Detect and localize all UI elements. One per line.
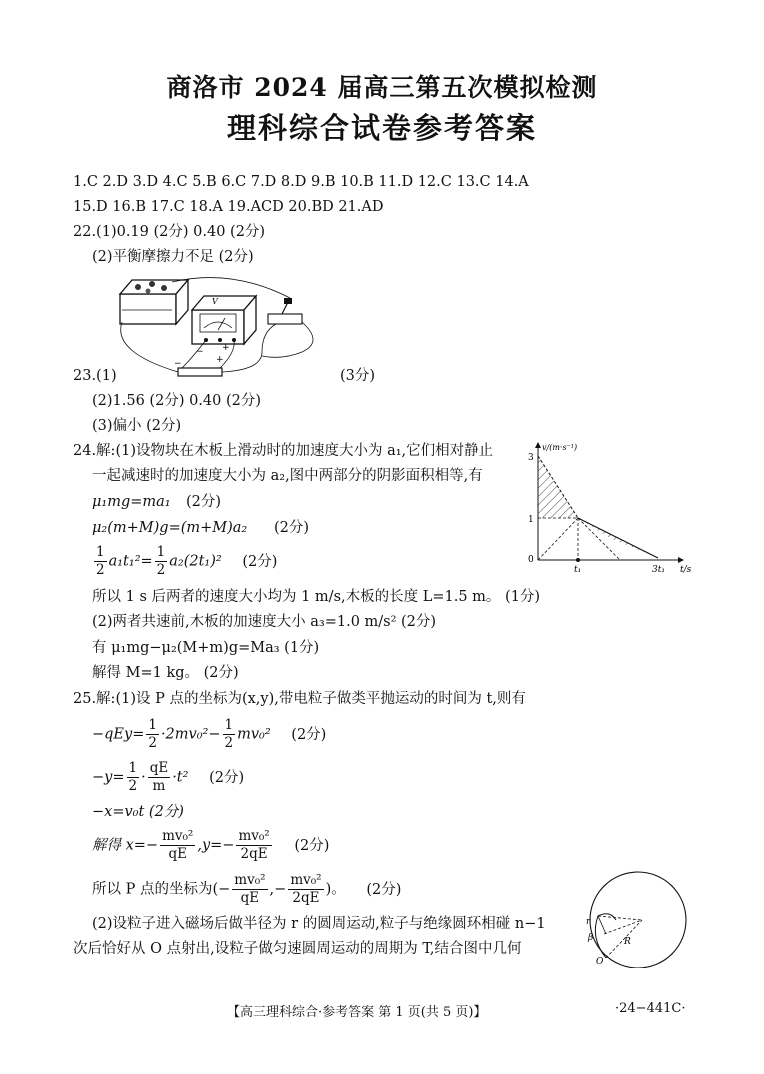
- q25-eq4: 解得 x=− $\frac{\text{mv₀²}}{qE}$ ,y=− $\frac{\text{mv₀²}}{2qE}$ (2分): [92, 828, 330, 862]
- q23-line2: (2)1.56 (2分) 0.40 (2分): [92, 393, 262, 409]
- graph-ylabel: v/(m·s⁻¹): [542, 443, 578, 452]
- q24-eq3: $\frac{1}{2}$ a₁t₁²= $\frac{1}{2}$ a₂(2t₁)² (2分): [96, 544, 278, 578]
- q24-eq1: μ₁mg=ma₁: [92, 494, 171, 510]
- circuit-figure: [112, 272, 332, 384]
- q24-intro1: 24.解:(1)设物块在木板上滑动时的加速度大小为 a₁,它们相对静止: [73, 443, 494, 459]
- circle-R-label: R: [624, 937, 631, 947]
- graph-y1: 1: [528, 515, 534, 525]
- title-line1: 商洛市 2024 届高三第五次模拟检测: [166, 73, 598, 102]
- q24-eq2-score: (2分): [274, 520, 310, 536]
- q24-result1: 所以 1 s 后两者的速度大小均为 1 m/s,木板的长度 L=1.5 m。 (1分): [92, 589, 541, 605]
- circle-O-label: O: [596, 957, 604, 967]
- q24-eq2: μ₂(m+M)g=(m+M)a₂: [92, 520, 248, 536]
- q24-eq1-score: (2分): [186, 494, 222, 510]
- svg-text:−: −: [196, 347, 204, 357]
- graph-t1: t₁: [574, 565, 582, 575]
- vt-graph: [520, 438, 700, 578]
- q23-label: 23.(1): [73, 368, 117, 384]
- q24-eq4: 有 μ₁mg−μ₂(M+m)g=Ma₃ (1分): [92, 640, 320, 656]
- title-line2: 理科综合试卷参考答案: [226, 111, 537, 145]
- q25-eq5: 所以 P 点的坐标为(− $\frac{\text{mv₀²}}{qE}$ ,− $\frac{\text{mv₀²}}{2qE}$ )。 (2分): [92, 872, 402, 906]
- q25-intro: 25.解:(1)设 P 点的坐标为(x,y),带电粒子做类平抛运动的时间为 t,则有: [73, 691, 526, 707]
- footer-center: 【高三理科综合·参考答案 第 1 页(共 5 页)】: [227, 1005, 487, 1020]
- q24-part2: (2)两者共速前,木板的加速度大小 a₃=1.0 m/s² (2分): [92, 614, 437, 630]
- q25-eq1: −qEy= $\frac{1}{2}$ ·2mv₀²− $\frac{1}{2}$ mv₀² (2分): [92, 717, 327, 751]
- footer-right: ·24−441C·: [615, 1001, 686, 1016]
- svg-text:−: −: [174, 359, 182, 369]
- choices-line2: 15.D 16.B 17.C 18.A 19.ACD 20.BD 21.AD: [73, 199, 384, 215]
- q22-line2: (2)平衡摩擦力不足 (2分): [92, 249, 254, 265]
- svg-text:+: +: [222, 343, 230, 353]
- q25-part2-line2: 次后恰好从 O 点射出,设粒子做匀速圆周运动的周期为 T,结合图中几何: [73, 941, 522, 957]
- choices-line1: 1.C 2.D 3.D 4.C 5.B 6.C 7.D 8.D 9.B 10.B 11.D 12.C 13.C 14.A: [73, 174, 529, 190]
- circle-figure: [580, 868, 700, 968]
- q22-line1: 22.(1)0.19 (2分) 0.40 (2分): [73, 224, 266, 240]
- graph-y3: 3: [528, 453, 534, 463]
- circle-r-label: r: [586, 917, 591, 927]
- q25-eq2: −y= $\frac{1}{2}$ · $\frac{qE}{m}$ ·t² (2分): [92, 760, 245, 794]
- graph-y0: 0: [528, 555, 534, 565]
- svg-text:+: +: [216, 355, 224, 365]
- q23-score1: (3分): [340, 368, 376, 384]
- q25-part2-line1: (2)设粒子进入磁场后做半径为 r 的圆周运动,粒子与绝缘圆环相碰 n−1: [92, 916, 546, 932]
- q24-intro2: 一起减速时的加速度大小为 a₂,图中两部分的阴影面积相等,有: [92, 468, 483, 484]
- q24-result2: 解得 M=1 kg。 (2分): [92, 665, 239, 681]
- graph-xlabel: t/s: [680, 565, 692, 575]
- meter-v-label: V: [212, 297, 218, 306]
- q23-line3: (3)偏小 (2分): [92, 418, 182, 434]
- graph-3t1: 3t₁: [652, 565, 665, 575]
- q25-eq3: −x=v₀t (2分): [92, 804, 184, 820]
- circle-beta-label: β: [588, 933, 594, 943]
